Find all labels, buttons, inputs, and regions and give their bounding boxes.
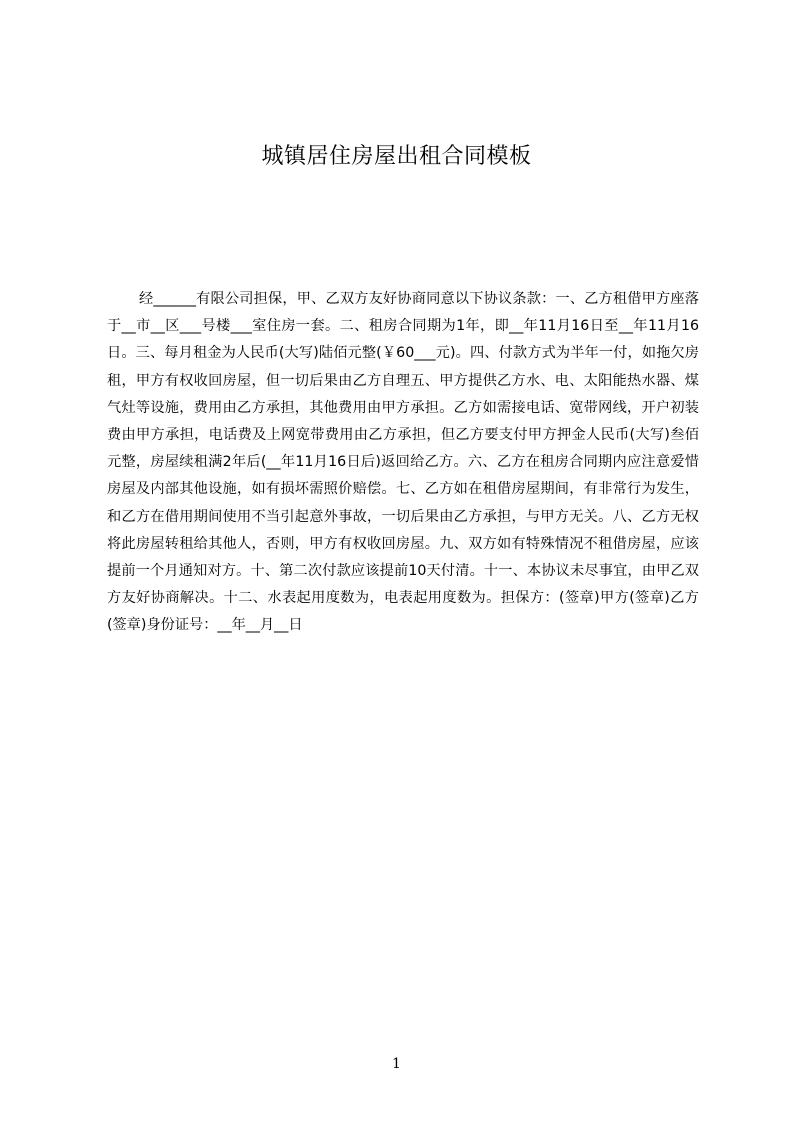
document-title: 城镇居住房屋出租合同模板 (261, 144, 532, 169)
contract-body-paragraph: 经______有限公司担保，甲、乙双方友好协商同意以下协议条款：一、乙方租借甲方座落于__市__区___号楼___室住房一套。二、租房合同期为1年，即__年11月16日至__年11月16日。三、每月租金为人民币(大写)陆佰元整(￥60___元)。四、付款方式为半年一付，如拖欠房租，甲方有权收回房屋，但一切后果由乙方自理五、甲方提供乙方水、电、太阳能热水器、煤气灶等设施，费用由乙方承担，其他费用由甲方承担。乙方如需接电话、宽带网线，开户初装费由甲方承担，电话费及上网宽带费用由乙方承担，但乙方要支付甲方押金人民币(大写)叁佰元整，房屋续租满2年后(__年11月16日后)返回给乙方。六、乙方在租房合同期内应注意爱惜房屋及内部其他设施，如有损坏需照价赔偿。七、乙方如在租借房屋期间，有非常行为发生，和乙方在借用期间使用不当引起意外事故，一切后果由乙方承担，与甲方无关。八、乙方无权将此房屋转租给其他人，否则，甲方有权收回房屋。九、双方如有特殊情况不租借房屋，应该提前一个月通知对方。十、第二次付款应该提前10天付清。十一、本协议未尽事宜，由甲乙双方友好协商解决。十二、水表起用度数为，电表起用度数为。担保方：(签章)甲方(签章)乙方(签章)身份证号：__年__月__日 (107, 291, 699, 634)
page-number: 1 (392, 1056, 401, 1072)
